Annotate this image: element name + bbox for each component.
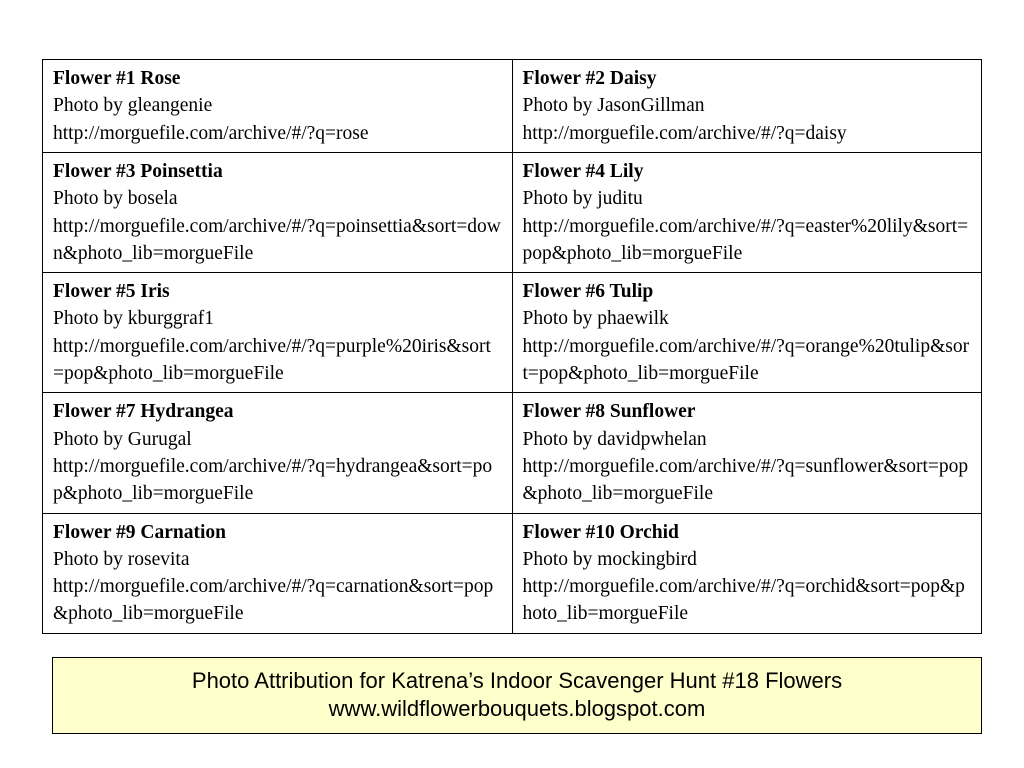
table-row	[43, 273, 982, 393]
flower-cell-2	[512, 60, 982, 153]
photo-credit: Photo by rosevita	[53, 548, 190, 570]
footer-title: Photo Attribution for Katrena’s Indoor Scavenger Hunt #18 Flowers	[191, 668, 843, 693]
flower-cell-10	[512, 513, 982, 633]
flower-title: Flower #6 Tulip	[522, 281, 654, 303]
source-url: http://morguefile.com/archive/#/?q=poinsettia&sort=down&photo_lib=morgueFile	[53, 215, 501, 264]
flower-title: Flower #3 Poinsettia	[53, 161, 223, 182]
photo-credit: Photo by kburggraf1	[53, 308, 215, 330]
flower-cell-6	[512, 273, 982, 393]
flower-title: Flower #10 Orchid	[522, 521, 679, 543]
flower-title: Flower #5 Iris	[53, 281, 170, 303]
photo-credit: Photo by gleangenie	[53, 95, 213, 117]
photo-credit: Photo by davidpwhelan	[522, 428, 707, 450]
source-url: http://morguefile.com/archive/#/?q=purple%20iris&sort=pop&photo_lib=morgueFile	[53, 335, 491, 385]
source-url: http://morguefile.com/archive/#/?q=orchid&sort=pop&photo_lib=morgueFile	[522, 576, 965, 625]
source-url: http://morguefile.com/archive/#/?q=rose	[53, 122, 369, 144]
source-url: http://morguefile.com/archive/#/?q=easter%20lily&sort=pop&photo_lib=morgueFile	[522, 215, 969, 264]
flower-title: Flower #7 Hydrangea	[53, 401, 234, 423]
source-url: http://morguefile.com/archive/#/?q=sunflower&sort=pop&photo_lib=morgueFile	[522, 455, 969, 505]
flower-title: Flower #4 Lily	[522, 161, 644, 182]
attribution-footer	[52, 657, 982, 734]
table-row	[43, 153, 982, 273]
table-row	[43, 513, 982, 633]
flower-cell-9	[43, 513, 513, 633]
photo-credit: Photo by JasonGillman	[522, 95, 705, 117]
source-url: http://morguefile.com/archive/#/?q=orange%20tulip&sort=pop&photo_lib=morgueFile	[522, 335, 970, 385]
source-url: http://morguefile.com/archive/#/?q=carnation&sort=pop&photo_lib=morgueFile	[53, 576, 494, 625]
flower-cell-7	[43, 393, 513, 513]
photo-credit: Photo by Gurugal	[53, 428, 192, 450]
flower-cell-5	[43, 273, 513, 393]
source-url: http://morguefile.com/archive/#/?q=daisy	[522, 122, 847, 144]
flower-title: Flower #2 Daisy	[522, 68, 657, 89]
table-row	[43, 393, 982, 513]
flower-title: Flower #1 Rose	[53, 68, 181, 89]
photo-credit: Photo by phaewilk	[522, 308, 669, 330]
photo-credit: Photo by mockingbird	[522, 548, 697, 570]
photo-credit: Photo by juditu	[522, 188, 643, 210]
footer-blog-url: www.wildflowerbouquets.blogspot.com	[328, 696, 706, 721]
table-row	[43, 60, 982, 153]
flower-cell-3	[43, 153, 513, 273]
flower-title: Flower #9 Carnation	[53, 521, 226, 543]
flower-cell-4	[512, 153, 982, 273]
flower-cell-1	[43, 60, 513, 153]
source-url: http://morguefile.com/archive/#/?q=hydrangea&sort=pop&photo_lib=morgueFile	[53, 455, 493, 505]
flower-title: Flower #8 Sunflower	[522, 401, 696, 423]
attribution-table	[42, 59, 982, 634]
photo-credit: Photo by bosela	[53, 188, 178, 210]
flower-cell-8	[512, 393, 982, 513]
